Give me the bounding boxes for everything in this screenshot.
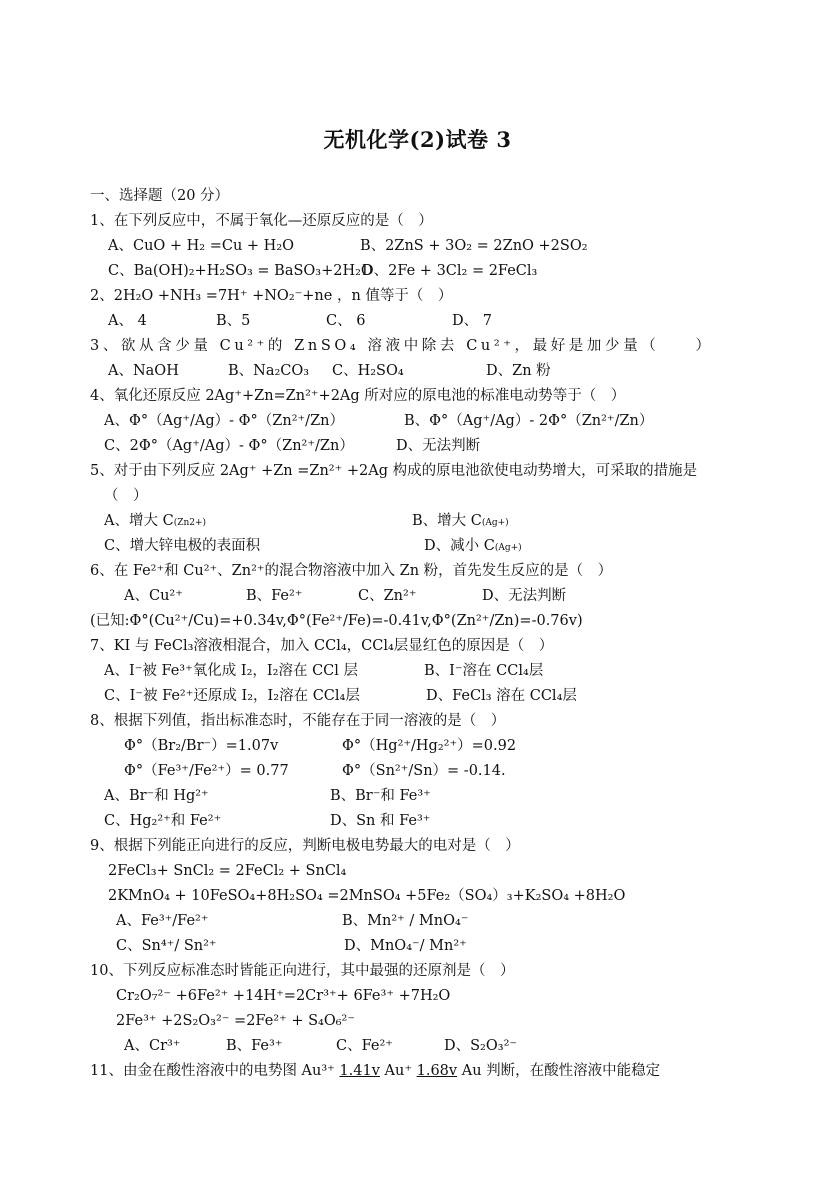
question-10-option-b: B、Fe³⁺ — [226, 1038, 283, 1054]
question-7-stem: 7、KI 与 FeCl₃溶液相混合，加入 CCl₄，CCl₄层显红色的原因是（ ） — [90, 638, 554, 654]
question-5-option-d: D、减小 C(Ag+) — [424, 538, 522, 554]
question-4-option-a: A、Φ°（Ag⁺/Ag）- Φ°（Zn²⁺/Zn） — [104, 413, 344, 429]
question-6-stem: 6、在 Fe²⁺和 Cu²⁺、Zn²⁺的混合物溶液中加入 Zn 粉，首先发生反应的是（ ） — [90, 563, 613, 579]
question-8-option-a: A、Br⁻和 Hg²⁺ — [104, 788, 209, 804]
question-9-reaction-1: 2FeCl₃+ SnCl₂ = 2FeCl₂ + SnCl₄ — [108, 863, 347, 879]
potential-value-1: 1.41v — [339, 1063, 380, 1079]
question-1-option-b: B、2ZnS + 3O₂ = 2ZnO +2SO₂ — [360, 238, 588, 254]
question-6-option-c: C、Zn²⁺ — [358, 588, 417, 604]
question-1-option-d: D、2Fe + 3Cl₂ = 2FeCl₃ — [362, 263, 538, 279]
question-7-option-b: B、I⁻溶在 CCl₄层 — [424, 663, 544, 679]
page-title: 无机化学(2)试卷 3 — [323, 127, 512, 152]
question-8-stem: 8、根据下列值，指出标准态时，不能存在于同一溶液的是（ ） — [90, 713, 506, 729]
question-7-option-d: D、FeCl₃ 溶在 CCl₄层 — [426, 688, 577, 704]
question-1-option-a: A、CuO + H₂ =Cu + H₂O — [108, 238, 295, 254]
question-8-value-4: Φ°（Sn²⁺/Sn）= -0.14. — [342, 763, 506, 779]
question-6-option-a: A、Cu²⁺ — [124, 588, 183, 604]
question-9-option-a: A、Fe³⁺/Fe²⁺ — [116, 913, 209, 929]
question-10-option-a: A、Cr³⁺ — [124, 1038, 181, 1054]
question-9-option-b: B、Mn²⁺ / MnO₄⁻ — [342, 913, 469, 929]
question-3-stem: 3、欲从含少量 Cu²⁺的 ZnSO₄ 溶液中除去 Cu²⁺，最好是加少量（ ） — [90, 338, 714, 354]
question-3-option-d: D、Zn 粉 — [486, 363, 551, 379]
question-8-value-2: Φ°（Hg²⁺/Hg₂²⁺）=0.92 — [342, 738, 517, 754]
question-2-option-d: D、 7 — [452, 313, 492, 329]
question-9-reaction-2: 2KMnO₄ + 10FeSO₄+8H₂SO₄ =2MnSO₄ +5Fe₂（SO₄）₃+K₂SO₄ +8H₂O — [108, 888, 626, 904]
question-1-option-c: C、Ba(OH)₂+H₂SO₃ = BaSO₃+2H₂O — [108, 263, 373, 279]
question-9-option-c: C、Sn⁴⁺/ Sn²⁺ — [116, 938, 217, 954]
question-10-option-c: C、Fe²⁺ — [336, 1038, 393, 1054]
question-7-option-c: C、I⁻被 Fe²⁺还原成 I₂，I₂溶在 CCl₄层 — [104, 688, 360, 704]
question-10-reaction-2: 2Fe³⁺ +2S₂O₃²⁻ =2Fe²⁺ + S₄O₆²⁻ — [116, 1013, 356, 1029]
section-heading: 一、选择题（20 分） — [90, 188, 230, 204]
question-4-option-b: B、Φ°（Ag⁺/Ag）- 2Φ°（Zn²⁺/Zn） — [404, 413, 654, 429]
question-6-option-b: B、Fe²⁺ — [246, 588, 303, 604]
question-10-option-d: D、S₂O₃²⁻ — [444, 1038, 518, 1054]
question-8-option-c: C、Hg₂²⁺和 Fe²⁺ — [104, 813, 222, 829]
question-5-option-b: B、增大 C(Ag+) — [412, 513, 509, 529]
question-4-option-c: C、2Φ°（Ag⁺/Ag）- Φ°（Zn²⁺/Zn） — [104, 438, 354, 454]
question-4-option-d: D、无法判断 — [396, 438, 481, 454]
question-2-option-b: B、5 — [216, 313, 251, 329]
question-8-option-b: B、Br⁻和 Fe³⁺ — [330, 788, 431, 804]
question-5-option-a: A、增大 C(Zn2+) — [104, 513, 207, 529]
question-4-stem: 4、氧化还原反应 2Ag⁺+Zn=Zn²⁺+2Ag 所对应的原电池的标准电动势等于（ ） — [90, 388, 626, 404]
question-2-option-c: C、 6 — [326, 313, 366, 329]
question-2-option-a: A、 4 — [108, 313, 147, 329]
question-10-reaction-1: Cr₂O₇²⁻ +6Fe²⁺ +14H⁺=2Cr³⁺+ 6Fe³⁺ +7H₂O — [116, 988, 451, 1004]
question-8-value-1: Φ°（Br₂/Br⁻）=1.07v — [124, 738, 279, 754]
question-9-stem: 9、根据下列能正向进行的反应，判断电极电势最大的电对是（ ） — [90, 838, 520, 854]
question-9-option-d: D、MnO₄⁻/ Mn²⁺ — [344, 938, 467, 954]
question-3-option-a: A、NaOH — [108, 363, 179, 379]
question-3-option-b: B、Na₂CO₃ — [228, 363, 310, 379]
question-6-option-d: D、无法判断 — [482, 588, 567, 604]
question-5-stem: 5、对于由下列反应 2Ag⁺ +Zn =Zn²⁺ +2Ag 构成的原电池欲使电动势增大，可采取的措施是 — [90, 463, 698, 479]
question-1-stem: 1、在下列反应中，不属于氧化—还原反应的是（ ） — [90, 213, 433, 229]
question-5-option-c: C、增大锌电极的表面积 — [104, 538, 261, 554]
question-6-note: (已知:Φ°(Cu²⁺/Cu)=+0.34v,Φ°(Fe²⁺/Fe)=-0.41v,Φ°(Zn²⁺/Zn)=-0.76v) — [90, 613, 583, 629]
question-8-value-3: Φ°（Fe³⁺/Fe²⁺）= 0.77 — [124, 763, 289, 779]
question-11-stem: 11、由金在酸性溶液中的电势图 Au³⁺ 1.41v Au⁺ 1.68v Au 判断，在酸性溶液中能稳定 — [90, 1063, 661, 1079]
question-10-stem: 10、下列反应标准态时皆能正向进行，其中最强的还原剂是（ ） — [90, 963, 515, 979]
question-8-option-d: D、Sn 和 Fe³⁺ — [330, 813, 431, 829]
potential-value-2: 1.68v — [416, 1063, 458, 1079]
question-2-stem: 2、2H₂O +NH₃ =7H⁺ +NO₂⁻+ne ，n 值等于（ ） — [90, 288, 453, 304]
question-3-option-c: C、H₂SO₄ — [332, 363, 404, 379]
question-7-option-a: A、I⁻被 Fe³⁺氧化成 I₂，I₂溶在 CCl 层 — [104, 663, 359, 679]
question-5-stem-bracket: （ ） — [104, 488, 148, 504]
